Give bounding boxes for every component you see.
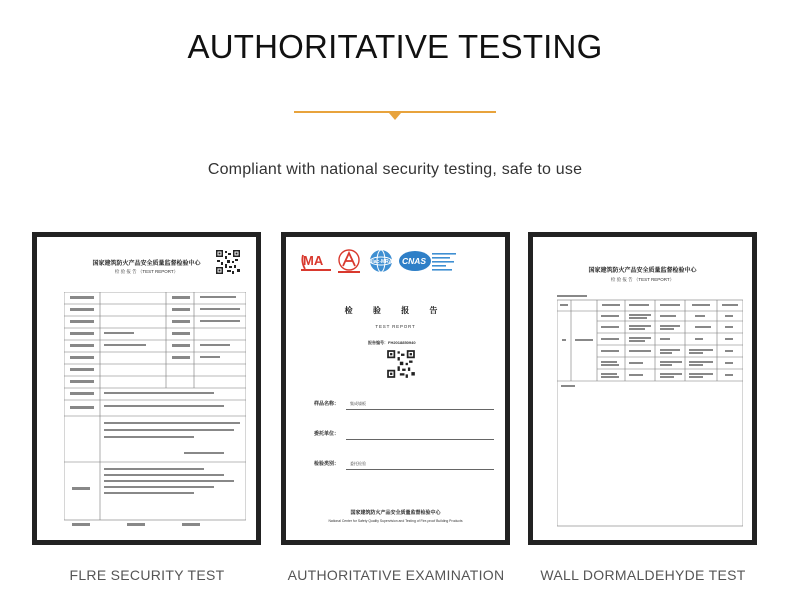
page-title: AUTHORITATIVE TESTING [187, 28, 603, 65]
certificate-2-title: 检 验 报 告 [344, 306, 447, 315]
field-underline [346, 469, 494, 470]
field-test-type-label: 检验类别： [314, 461, 340, 467]
certificate-fire-security[interactable] [32, 232, 261, 545]
a-accreditation-logo-icon [336, 248, 362, 274]
certificate-1-table [64, 292, 246, 522]
certificate-3-title: 国家建筑防火产品安全质量监督检验中心 [588, 268, 697, 274]
field-underline [346, 409, 494, 410]
cma-logo-icon [301, 251, 331, 273]
cnas-logo-caption [432, 251, 462, 273]
field-sample-name-value: 集成墙板 [350, 401, 366, 406]
certificate-authoritative-exam[interactable] [281, 232, 510, 545]
cnas-logo-icon [398, 249, 432, 273]
certificate-1-subtitle: 检 验 报 告 （TEST REPORT） [114, 269, 179, 274]
svg-text:CNAS: CNAS [402, 256, 427, 266]
page-subtitle: Compliant with national security testing, safe to use [207, 161, 583, 178]
caption-fire-security-test: FLRE SECURITY TEST [69, 567, 225, 583]
certificate-3-subtitle: 检 验 报 告 （TEST REPORT） [610, 277, 675, 282]
certificate-1-signatures [72, 520, 232, 530]
certificate-wall-formaldehyde[interactable] [528, 232, 757, 545]
certificate-1-title: 国家建筑防火产品安全质量监督检验中心 [92, 261, 201, 267]
caption-authoritative-examination: AUTHORITATIVE EXAMINATION [287, 567, 505, 583]
field-underline [346, 439, 494, 440]
field-test-type-value: 委托检验 [350, 461, 366, 466]
svg-text:MA: MA [303, 253, 324, 268]
field-sample-name-label: 样品名称： [314, 401, 340, 407]
certificate-2-footer: 国家建筑防火产品安全质量监督检验中心 [350, 510, 441, 516]
svg-text:ilac-MRA: ilac-MRA [371, 259, 393, 265]
qr-code-icon [215, 249, 241, 275]
qr-code-icon [386, 349, 416, 379]
certificate-2-subtitle: TEST REPORT [375, 324, 416, 329]
ilac-mra-logo-icon [368, 248, 394, 274]
divider-arrow-icon [389, 113, 401, 120]
report-number: 报告编号：FH2018850940 [368, 340, 416, 345]
certificate-3-table [557, 295, 743, 529]
field-client-label: 委托单位： [314, 431, 340, 437]
caption-wall-formaldehyde-test: WALL DORMALDEHYDE TEST [540, 567, 746, 583]
certificate-2-footer-en: National Center for Safety Quality Supervision and Testing of Fire-proof Building Products [328, 519, 463, 523]
